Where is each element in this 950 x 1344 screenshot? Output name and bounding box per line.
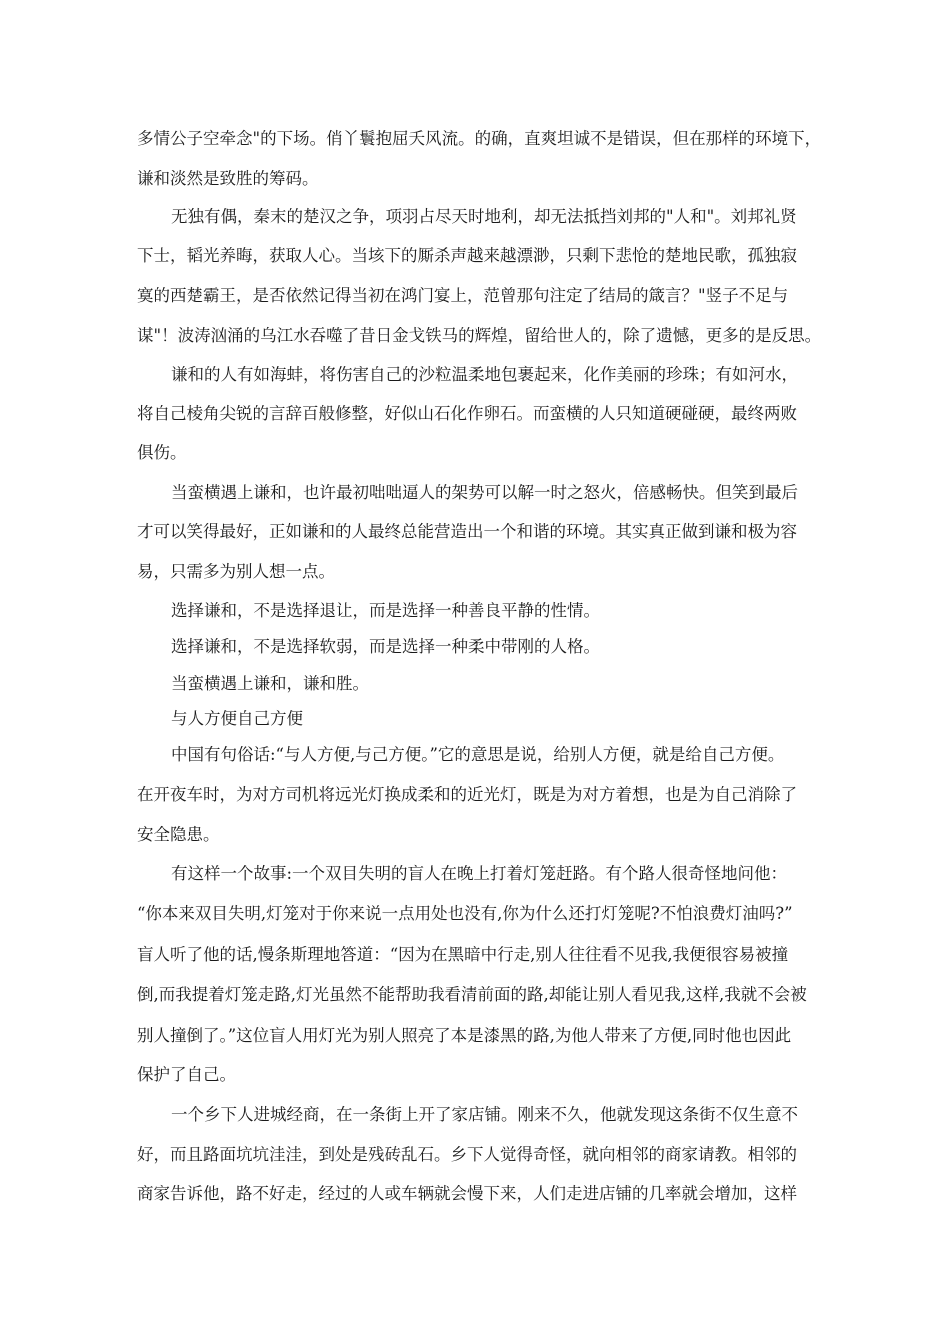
text-line: 下士，韬光养晦，获取人心。当垓下的厮杀声越来越漂渺，只剩下悲怆的楚地民歌，孤独寂 xyxy=(137,246,797,265)
text-line: 好，而且路面坑坑洼洼，到处是残砖乱石。乡下人觉得奇怪，就向相邻的商家请教。相邻的 xyxy=(137,1145,797,1164)
paragraph-start: 当蛮横遇上谦和，也许最初咄咄逼人的架势可以解一时之怒火，倍感畅快。但笑到最后 xyxy=(171,483,798,502)
paragraph-start: 一个乡下人进城经商，在一条街上开了家店铺。刚来不久，他就发现这条街不仅生意不 xyxy=(171,1105,798,1124)
text-line: 倒,而我提着灯笼走路,灯光虽然不能帮助我看清前面的路,却能让别人看见我,这样,我就不会被 xyxy=(137,985,807,1004)
text-line: 谦和淡然是致胜的筹码。 xyxy=(137,169,319,188)
text-line: 保护了自己。 xyxy=(137,1065,236,1084)
text-line: 谋"！波涛汹涌的乌江水吞噬了昔日金戈铁马的辉煌，留给世人的，除了遗憾，更多的是反思。 xyxy=(137,326,822,345)
text-line: 才可以笑得最好，正如谦和的人最终总能营造出一个和谐的环境。其实真正做到谦和极为容 xyxy=(137,522,797,541)
text-line: 在开夜车时，为对方司机将远光灯换成柔和的近光灯，既是为对方着想，也是为自己消除了 xyxy=(137,785,797,804)
text-line: 寞的西楚霸王，是否依然记得当初在鸿门宴上，范曾那句注定了结局的箴言？"竖子不足与 xyxy=(137,286,789,305)
text-line: 别人撞倒了。”这位盲人用灯光为别人照亮了本是漆黑的路,为他人带来了方便,同时他也因此 xyxy=(137,1026,792,1045)
paragraph-start: 谦和的人有如海蚌，将伤害自己的沙粒温柔地包裹起来，化作美丽的珍珠；有如河水， xyxy=(171,365,798,384)
text-line: 俱伤。 xyxy=(137,443,187,462)
section-title: 与人方便自己方便 xyxy=(171,709,303,728)
paragraph-start: 当蛮横遇上谦和，谦和胜。 xyxy=(171,674,369,693)
paragraph-start: 选择谦和，不是选择退让，而是选择一种善良平静的性情。 xyxy=(171,601,600,620)
text-line: 安全隐患。 xyxy=(137,825,220,844)
paragraph-start: 选择谦和，不是选择软弱，而是选择一种柔中带刚的人格。 xyxy=(171,637,600,656)
paragraph-start: 中国有句俗话:“与人方便,与己方便。”它的意思是说，给别人方便，就是给自己方便。 xyxy=(171,745,785,764)
text-line: 易，只需多为别人想一点。 xyxy=(137,562,335,581)
text-line: 盲人听了他的话,慢条斯理地答道：“因为在黑暗中行走,别人往往看不见我,我便很容易被撞 xyxy=(137,945,789,964)
paragraph-start: 有这样一个故事:一个双目失明的盲人在晚上打着灯笼赶路。有个路人很奇怪地问他： xyxy=(171,864,788,883)
text-line: “你本来双目失明,灯笼对于你来说一点用处也没有,你为什么还打灯笼呢?不怕浪费灯油吗?” xyxy=(137,904,793,923)
text-line: 多情公子空牵念"的下场。俏丫鬟抱屈夭风流。的确，直爽坦诚不是错误，但在那样的环境下， xyxy=(137,129,822,148)
text-line: 商家告诉他，路不好走，经过的人或车辆就会慢下来，人们走进店铺的几率就会增加，这样 xyxy=(137,1184,797,1203)
text-line: 将自己棱角尖锐的言辞百般修整，好似山石化作卵石。而蛮横的人只知道硬碰硬，最终两败 xyxy=(137,404,797,423)
paragraph-start: 无独有偶，秦末的楚汉之争，项羽占尽天时地利，却无法抵挡刘邦的"人和"。刘邦礼贤 xyxy=(171,207,797,226)
